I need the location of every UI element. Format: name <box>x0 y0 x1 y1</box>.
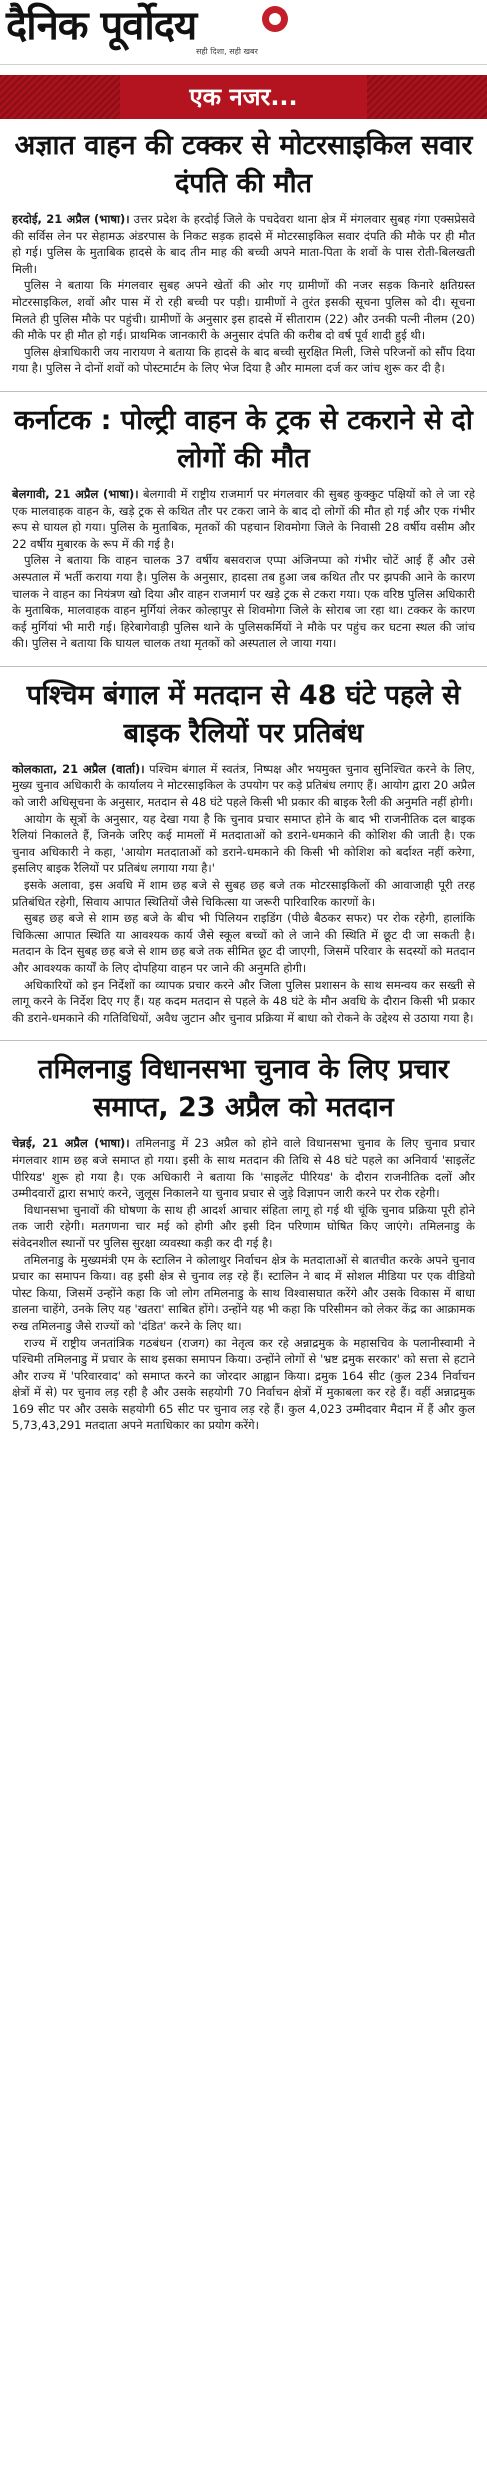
article-hardoi-accident <box>12 127 475 377</box>
article-paragraph: अधिकारियों को इन निर्देशों का व्यापक प्रचार करने और जिला पुलिस प्रशासन के साथ समन्वय कर सख्ती से लागू करने के निर्देश दिए गए हैं। यह कदम मतदान से पहले के 48 घंटे के मौन अवधि के दौरान किसी भी प्रकार की डराने-धमकाने की गतिविधियों, अवैध जुटान और चुनाव प्रक्रिया में बाधा को रोकने के उद्देश्य से उठाया गया है। <box>12 977 475 1025</box>
article-paragraph: आयोग के सूत्रों के अनुसार, यह देखा गया है कि चुनाव प्रचार समाप्त होने के बाद भी राजनीतिक दल बाइक रैलियां निकालते हैं, जिनके जरिए कई मामलों में मतदाताओं को डराने-धमकाने की कोशिश की जाती है। एक चुनाव अधिकारी ने कहा, 'आयोग मतदाताओं को डराने-धमकाने की किसी भी कोशिश को बर्दाश्त नहीं करेगा, इसलिए बाइक रैलियों पर प्रतिबंध लगाया गया है।' <box>12 811 475 876</box>
article-paragraph: विधानसभा चुनावों की घोषणा के साथ ही आदर्श आचार संहिता लागू हो गई थी चूंकि चुनाव प्रक्रिया पूरी होने तक जारी रहेगी। मतगणना चार मई को होगी और इसी दिन परिणाम घोषित किए जाएंगे। तमिलनाडु के संवेदनशील स्थानों पर पुलिस सुरक्षा व्यवस्था कड़ी कर दी गई है। <box>12 1202 475 1250</box>
article-headline: पश्चिम बंगाल में मतदान से 48 घंटे पहले से बाइक रैलियों पर प्रतिबंध <box>26 679 461 749</box>
article-headline: तमिलनाडु विधानसभा चुनाव के लिए प्रचार समाप्त, 23 अप्रैल को मतदान <box>38 1054 449 1124</box>
article-paragraph: पुलिस ने बताया कि वाहन चालक 37 वर्षीय बसवराज एप्पा अंजिनप्पा को गंभीर चोटें आई हैं और उसे अस्पताल में भर्ती कराया गया है। पुलिस के अनुसार, हादसा तब हुआ जब कथित तौर पर झपकी आने के कारण चालक ने वाहन का नियंत्रण खो दिया और वाहन राजमार्ग पर खड़े ट्रक से टकरा गया। एक वरिष्ठ पुलिस अधिकारी के मुताबिक, मालवाहक वाहन मुर्गियां लेकर कोल्हापुर से शिवमोगा जिले के सोराब जा रहा था। टक्कर के कारण कई मुर्गियां भी मारी गई। हिरेबागेवाड़ी पुलिस थाने के पुलिसकर्मियों ने मौके पर पहुंच कर घटना स्थल की जांच की। पुलिस ने बताया कि घायल चालक तथा मृतकों को अस्पताल ले जाया गया। <box>12 553 475 651</box>
article-dateline: कोलकाता, 21 अप्रैल (वार्ता)। <box>12 761 145 776</box>
article-headline: कर्नाटक : पोल्ट्री वाहन के ट्रक से टकराने से दो लोगों की मौत <box>14 404 473 474</box>
article-dateline: बेलगावी, 21 अप्रैल (भाषा)। <box>12 486 139 501</box>
section-label: एक नजर... <box>120 75 367 119</box>
article-divider <box>0 666 487 667</box>
article-paragraph: हरदोई, 21 अप्रैल (भाषा)। उत्तर प्रदेश के हरदोई जिले के पचदेवरा थाना क्षेत्र में मंगलवार सुबह गंगा एक्सप्रेसवे की सर्विस लेन पर सेहामऊ अंडरपास के निकट सड़क हादसे में मोटरसाइकिल सवार दंपति की मौके पर ही मौत हो गई। पुलिस के मुताबिक हादसे के बाद तीन माह की बच्ची अपने माता-पिता के शवों के पास रोती-बिलखती मिली। <box>12 212 476 276</box>
article-karnataka-accident <box>12 402 475 652</box>
logo-seal-icon <box>262 6 288 32</box>
article-body <box>12 211 475 377</box>
article-body <box>12 486 475 652</box>
article-body <box>12 761 475 1027</box>
article-paragraph: पुलिस ने बताया कि मंगलवार सुबह अपने खेतों की ओर गए ग्रामीणों की नजर सड़क किनारे क्षतिग्रस्त मोटरसाइकिल, शवों और पास में रो रही बच्ची पर पड़ी। ग्रामीणों ने तुरंत इसकी सूचना पुलिस को दी। सूचना मिलते ही पुलिस मौके पर पहुंची। ग्रामीणों के अनुसार इस हादसे में सीताराम (22) और उनकी पत्नी नीलम (20) की मौके पर ही मौत हो गई। प्राथमिक जानकारी के अनुसार दंपति की करीब दो वर्ष पूर्व शादी हुई थी। <box>12 278 475 343</box>
masthead <box>0 0 487 65</box>
article-paragraph: सुबह छह बजे से शाम छह बजे के बीच भी पिलियन राइडिंग (पीछे बैठकर सफर) पर रोक रहेगी, हालांकि चिकित्सा आपात स्थिति या आवश्यक कार्य जैसे स्कूल बच्चों को ले जाने की स्थिति में छूट दी जा सकती है। मतदान के दिन सुबह छह बजे से शाम छह बजे तक सीमित छूट दी जाएगी, जिसमें परिवार के सदस्यों को मतदान और आवश्यक कार्यों के लिए दोपहिया वाहन पर जाने की अनुमति होगी। <box>12 911 475 975</box>
article-paragraph: कोलकाता, 21 अप्रैल (वार्ता)। पश्चिम बंगाल में स्वतंत्र, निष्पक्ष और भयमुक्त चुनाव सुनिश्चित करने के लिए, मुख्य चुनाव अधिकारी के कार्यालय ने मोटरसाइकिल के उपयोग पर कड़े प्रतिबंध लगाए हैं। आयोग द्वारा 20 अप्रैल को जारी अधिसूचना के अनुसार, मतदान से 48 घंटे पहले किसी भी प्रकार की बाइक रैली की अनुमति नहीं होगी। <box>12 761 475 810</box>
article-headline: अज्ञात वाहन की टक्कर से मोटरसाइकिल सवार दंपति की मौत <box>14 130 473 199</box>
article-bengal-bike-ban <box>12 677 475 1027</box>
article-paragraph: पुलिस क्षेत्राधिकारी जय नारायण ने बताया कि हादसे के बाद बच्ची सुरक्षित मिली, जिसे परिजनों को सौंप दिया गया है। पुलिस ने दोनों शवों को पोस्टमार्टम के लिए भेज दिया है और मामला दर्ज कर जांच शुरू कर दी है। <box>12 344 475 376</box>
article-paragraph: राज्य में राष्ट्रीय जनतांत्रिक गठबंधन (राजग) का नेतृत्व कर रहे अन्नाद्रमुक के महासचिव के पलानीस्वामी ने पश्चिमी तमिलनाडु में प्रचार के साथ इसका समापन किया। उन्होंने लोगों से 'भ्रष्ट द्रमुक सरकार' को सत्ता से हटाने और राज्य में 'परिवारवाद' को समाप्त करने का जोरदार आह्वान किया। द्रमुक 164 सीट (कुल 234 निर्वाचन क्षेत्रों में से) पर चुनाव लड़ रही है और उसके सहयोगी 70 निर्वाचन क्षेत्रों में मुकाबला कर रहे हैं। वहीं अन्नाद्रमुक 169 सीट पर और उसके सहयोगी 65 सीट पर चुनाव लड़ रहे हैं। कुल 4,023 उम्मीदवार मैदान में हैं और कुल 5,73,43,291 मतदाता अपने मताधिकार का प्रयोग करेंगे। <box>12 1335 475 1433</box>
article-dateline: चेन्नई, 21 अप्रैल (भाषा)। <box>12 1136 130 1151</box>
article-paragraph: चेन्नई, 21 अप्रैल (भाषा)। तमिलनाडु में 23 अप्रैल को होने वाले विधानसभा चुनाव के लिए चुनाव प्रचार मंगलवार शाम छह बजे समाप्त हो गया। इसी के साथ मतदान की तिथि से 48 घंटे पहले का अनिवार्य 'साइलेंट पीरियड' शुरू हो गया है। एक अधिकारी ने बताया कि 'साइलेंट पीरियड' के दौरान राजनीतिक दलों और उम्मीदवारों द्वारा सभाएं करने, जुलूस निकालने या चुनाव प्रचार से जुड़े विज्ञापन जारी करने पर रोक रहेगी। <box>12 1136 476 1201</box>
article-body <box>12 1135 475 1434</box>
newspaper-logo[interactable]: दैनिक पूर्वोदय <box>6 2 197 49</box>
article-paragraph: तमिलनाडु के मुख्यमंत्री एम के स्टालिन ने कोलाथुर निर्वाचन क्षेत्र के मतदाताओं से बातचीत करके अपने चुनाव प्रचार का समापन किया। वह इसी क्षेत्र से चुनाव लड़ रहे हैं। स्टालिन ने बाद में सोशल मीडिया पर एक वीडियो पोस्ट किया, जिसमें उन्होंने कहा कि जो लोग तमिलनाडु के साथ विश्वासघात करेंगे और उसके विकास में बाधा डालना चाहेंगे, उनके लिए यह 'खतरा' साबित होंगे। उन्होंने यह भी कहा कि परिसीमन को लेकर केंद्र का आक्रामक रुख तमिलनाडु जैसे राज्यों को 'दंडित' करने के लिए था। <box>12 1252 475 1333</box>
article-list <box>0 119 487 1434</box>
article-tamilnadu-election <box>12 1051 475 1434</box>
article-paragraph: इसके अलावा, इस अवधि में शाम छह बजे से सुबह छह बजे तक मोटरसाइकिलों की आवाजाही पूरी तरह प्रतिबंधित रहेगी, सिवाय आपात स्थितियों जैसे चिकित्सा या जरूरी पारिवारिक कारणों के। <box>12 878 475 909</box>
masthead-tagline: सही दिशा, सही खबर <box>196 47 258 56</box>
article-paragraph: बेलगावी, 21 अप्रैल (भाषा)। बेलगावी में राष्ट्रीय राजमार्ग पर मंगलवार की सुबह कुक्कुट पक्षियों को ले जा रहे एक मालवाहक वाहन के, खड़े ट्रक से कथित तौर पर टकरा जाने के बाद दो लोगों की मौत हो गई और एक गंभीर रूप से घायल हो गया। पुलिस के मुताबिक, मृतकों की पहचान शिवमोगा जिले के निवासी 28 वर्षीय वसीम और 22 वर्षीय मुबारक के रूप में की गई है। <box>12 486 475 551</box>
article-divider <box>0 1040 487 1041</box>
article-divider <box>0 391 487 392</box>
section-band <box>0 75 487 119</box>
article-dateline: हरदोई, 21 अप्रैल (भाषा)। <box>12 212 130 226</box>
